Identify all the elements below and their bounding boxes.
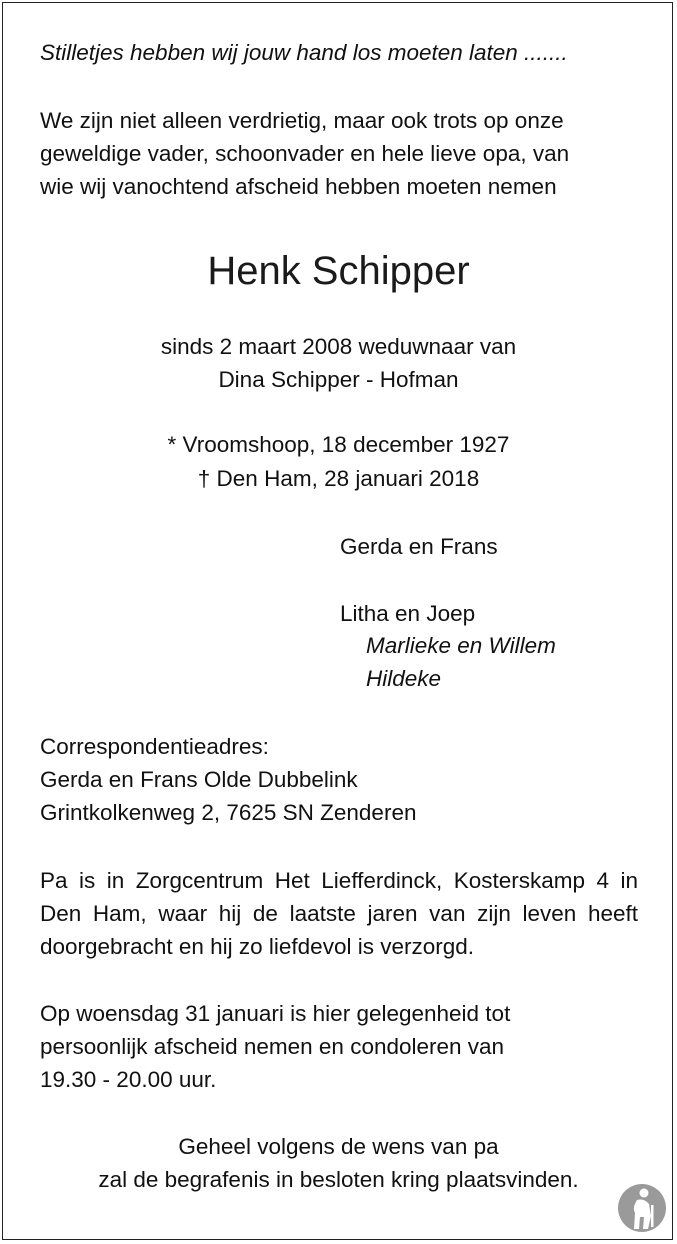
deceased-name: Henk Schipper bbox=[207, 249, 470, 293]
opening-line: Stilletjes hebben wij jouw hand los moeten laten ....... bbox=[40, 40, 568, 65]
correspondence-heading: Correspondentieadres: bbox=[40, 734, 269, 759]
intro-line-2: geweldige vader, schoonvader en hele lieve opa, van bbox=[40, 141, 570, 166]
closing-line-2: zal de begrafenis in besloten kring plaatsvinden. bbox=[98, 1167, 579, 1192]
widower-line-2: Dina Schipper - Hofman bbox=[218, 367, 459, 392]
grandchild-2: Hildeke bbox=[366, 666, 442, 691]
widower-line-1: sinds 2 maart 2008 weduwnaar van bbox=[160, 334, 517, 359]
visitation-line-2: persoonlijk afscheid nemen en condoleren van bbox=[40, 1034, 505, 1059]
death-line: † Den Ham, 28 januari 2018 bbox=[197, 466, 480, 491]
memorial-figure-icon bbox=[617, 1183, 667, 1233]
location-paragraph: Pa is in Zorgcentrum Het Liefferdinck, Kosterskamp 4 in Den Ham, waar hij de laatste jaren van zijn leven heeft doorgebracht en hij zo liefdevol is verzorgd. bbox=[40, 868, 638, 959]
intro-line-3: wie wij vanochtend afscheid hebben moeten nemen bbox=[40, 174, 557, 199]
closing-line-1: Geheel volgens de wens van pa bbox=[178, 1134, 499, 1159]
correspondence-name: Gerda en Frans Olde Dubbelink bbox=[40, 767, 358, 792]
family-group-2: Litha en Joep bbox=[340, 601, 476, 626]
visitation-line-3: 19.30 - 20.00 uur. bbox=[40, 1067, 217, 1092]
birth-line: * Vroomshoop, 18 december 1927 bbox=[167, 432, 510, 457]
intro-line-1: We zijn niet alleen verdrietig, maar ook trots op onze bbox=[40, 108, 564, 133]
correspondence-address: Grintkolkenweg 2, 7625 SN Zenderen bbox=[40, 800, 417, 825]
grandchild-1: Marlieke en Willem bbox=[366, 633, 556, 658]
family-group-1: Gerda en Frans bbox=[340, 534, 498, 559]
visitation-line-1: Op woensdag 31 januari is hier gelegenheid tot bbox=[40, 1001, 511, 1026]
